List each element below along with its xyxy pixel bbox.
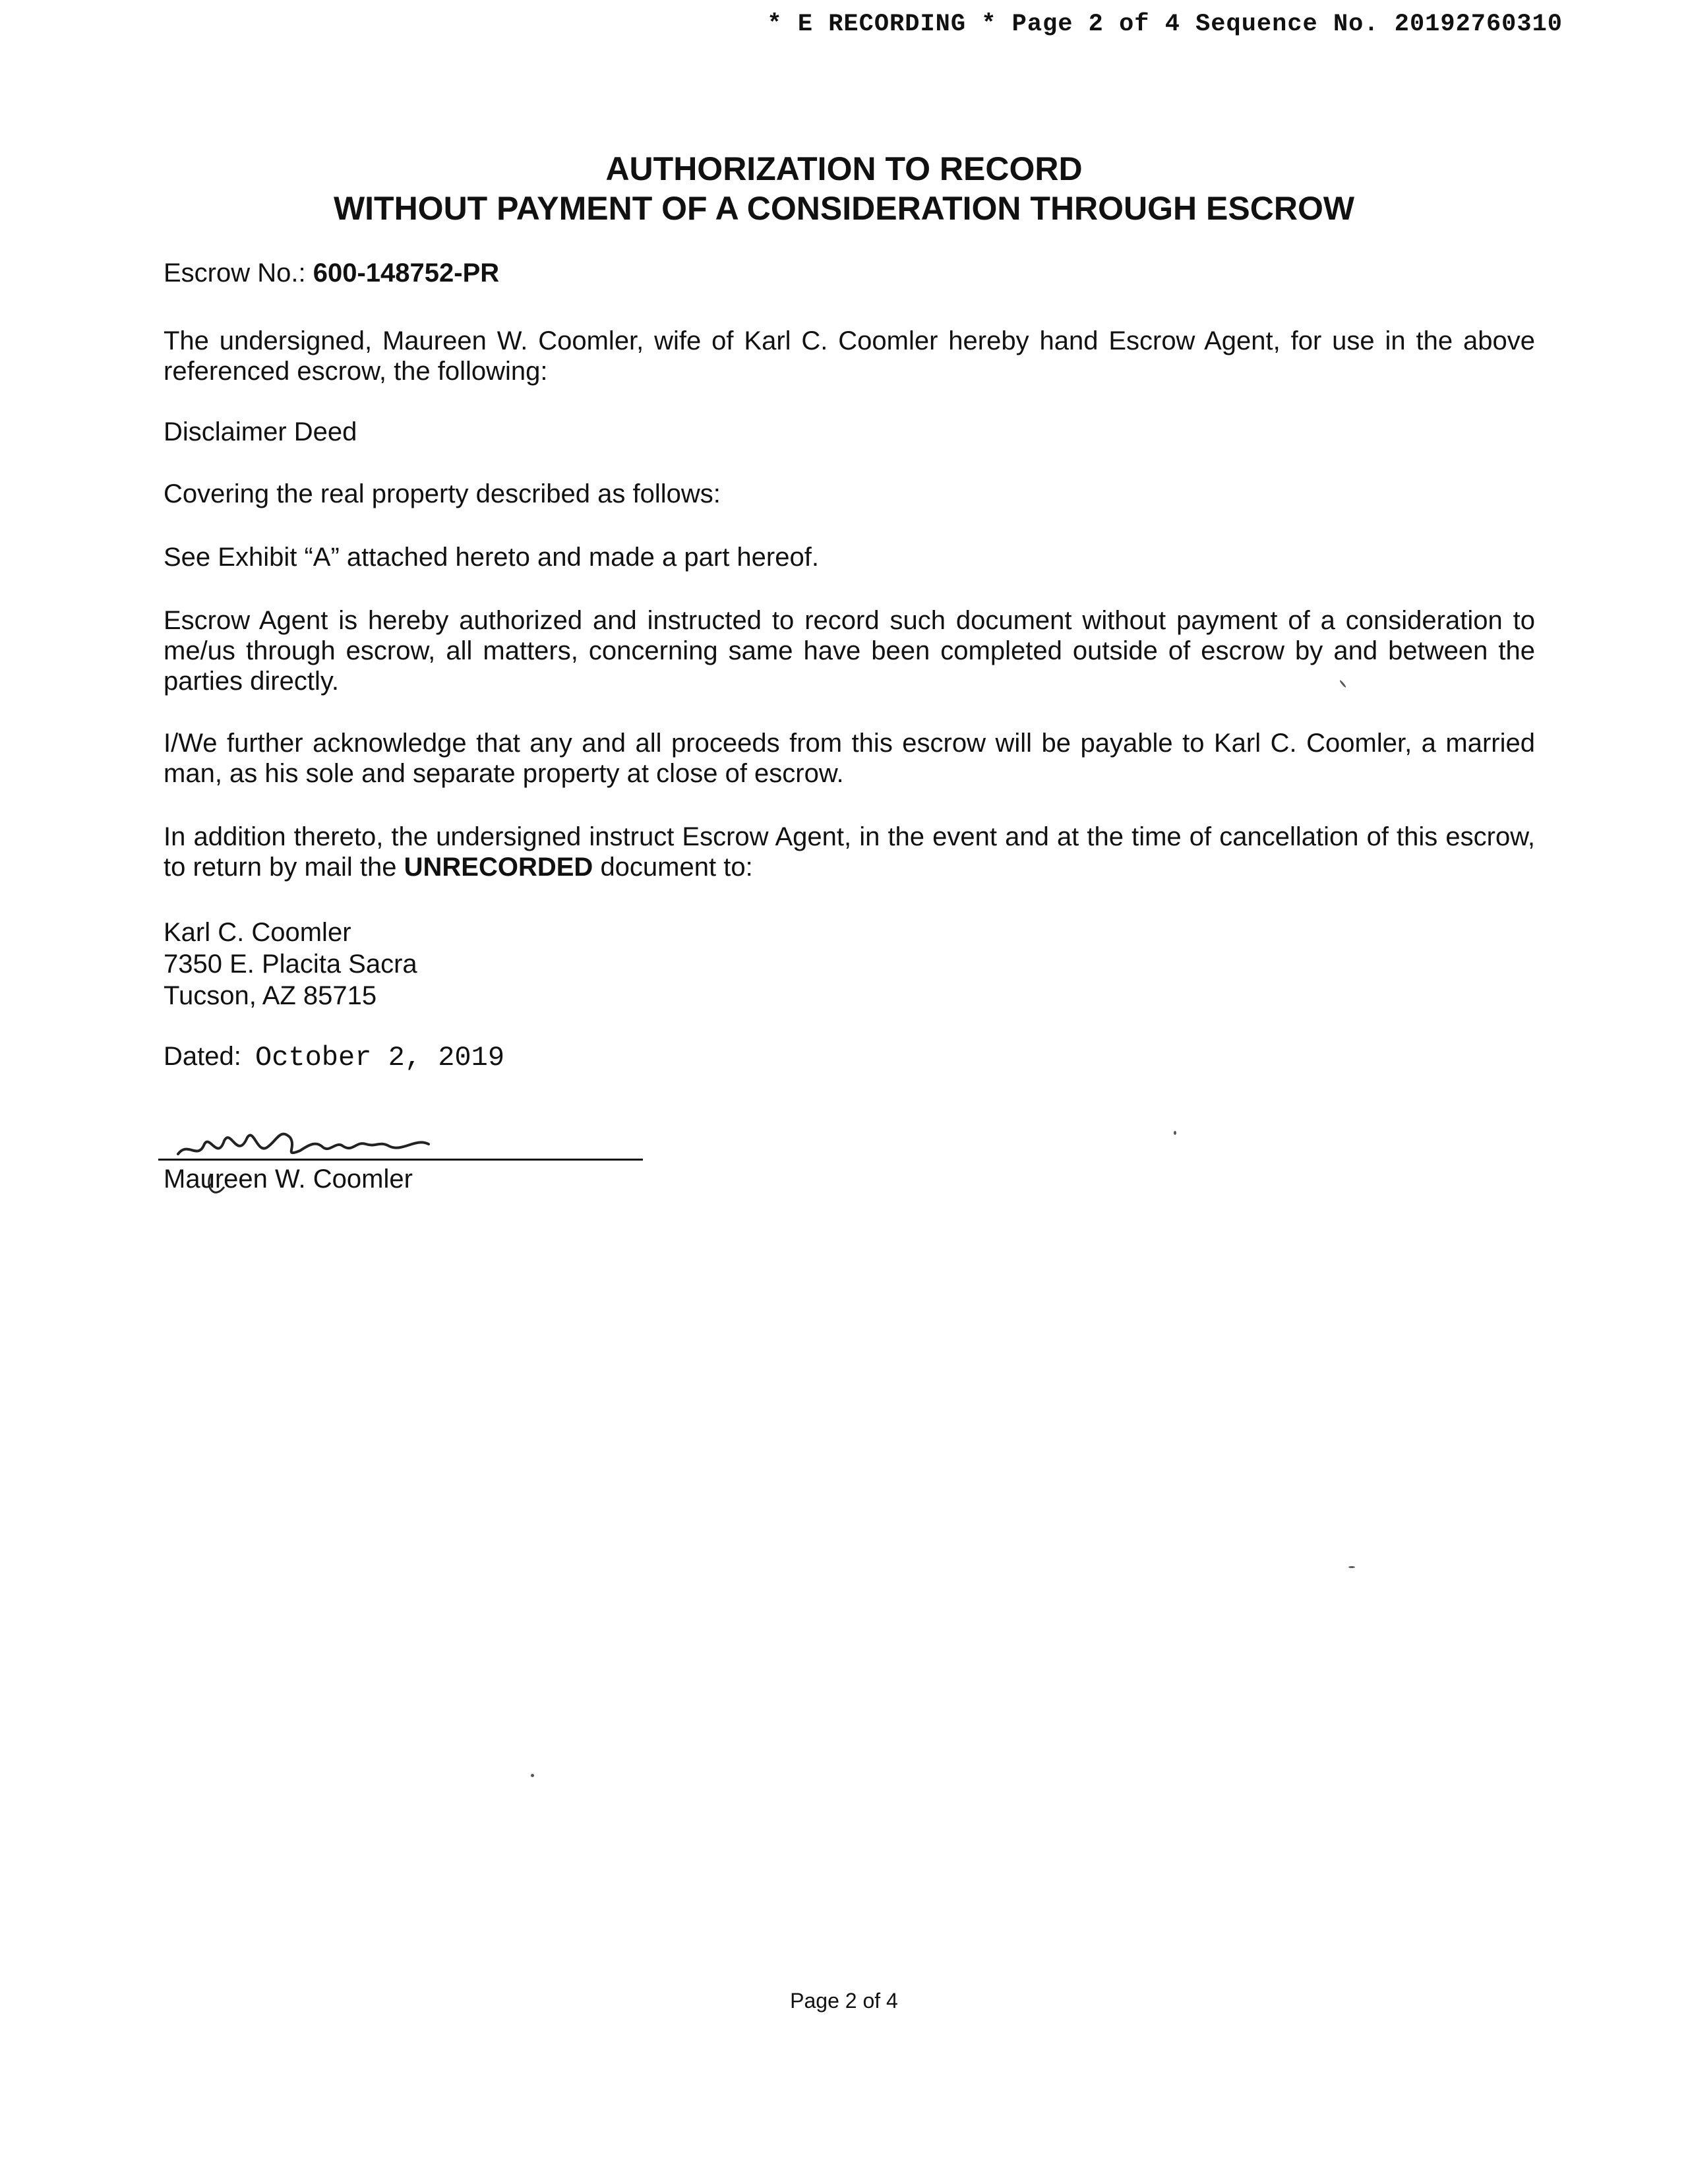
address-street: 7350 E. Placita Sacra [164, 950, 417, 979]
title-line-1: AUTHORIZATION TO RECORD [605, 150, 1083, 187]
page-footer: Page 2 of 4 [790, 1989, 898, 2013]
paragraph-exhibit: See Exhibit “A” attached hereto and made a part hereof. [164, 543, 819, 572]
escrow-number-label: Escrow No.: [164, 258, 306, 288]
paragraph-acknowledgement: I/We further acknowledge that any and all proceeds from this escrow will be payable to Karl C. Coomler, a married man, as his sole and separate property at close of escrow. [164, 729, 1535, 788]
address-name: Karl C. Coomler [164, 918, 351, 947]
address-city: Tucson, AZ 85715 [164, 981, 377, 1010]
cancellation-text: In addition thereto, the undersigned instruct Escrow Agent, in the event and at the time of cancellation of this escrow, to return by mail the [164, 822, 1535, 882]
dated-value: October 2, 2019 [255, 1042, 505, 1074]
paragraph-cancellation [164, 822, 1535, 882]
document-title [0, 149, 1688, 228]
escrow-number-row [164, 258, 499, 288]
signer-name: Maureen W. Coomler [164, 1165, 413, 1194]
signature-line [158, 1159, 643, 1161]
title-line-2: WITHOUT PAYMENT OF A CONSIDERATION THROUGH ESCROW [333, 190, 1355, 227]
scan-speck [1348, 1566, 1355, 1568]
cancellation-text-end: document to: [600, 853, 753, 882]
paragraph-authorization: Escrow Agent is hereby authorized and instructed to record such document without payment of a consideration to me/us through escrow, all matters, concerning same have been completed outside of escrow by and between the parties directly. [164, 606, 1535, 696]
dated-label: Dated: [164, 1042, 241, 1071]
scan-speck [531, 1774, 534, 1777]
return-address [164, 917, 417, 1012]
recording-stamp: * E RECORDING * Page 2 of 4 Sequence No. 20192760310 [767, 11, 1563, 38]
unrecorded-emphasis: UNRECORDED [404, 853, 593, 882]
paragraph-document-type: Disclaimer Deed [164, 417, 357, 446]
paragraph-undersigned: The undersigned, Maureen W. Coomler, wife of Karl C. Coomler hereby hand Escrow Agent, for use in the above referenced escrow, the following: [164, 326, 1535, 386]
dated-row [164, 1042, 504, 1074]
escrow-number-value: 600-148752-PR [313, 258, 500, 288]
paragraph-covering: Covering the real property described as follows: [164, 479, 721, 508]
signature-block [158, 1114, 646, 1220]
scan-speck [1174, 1131, 1176, 1135]
